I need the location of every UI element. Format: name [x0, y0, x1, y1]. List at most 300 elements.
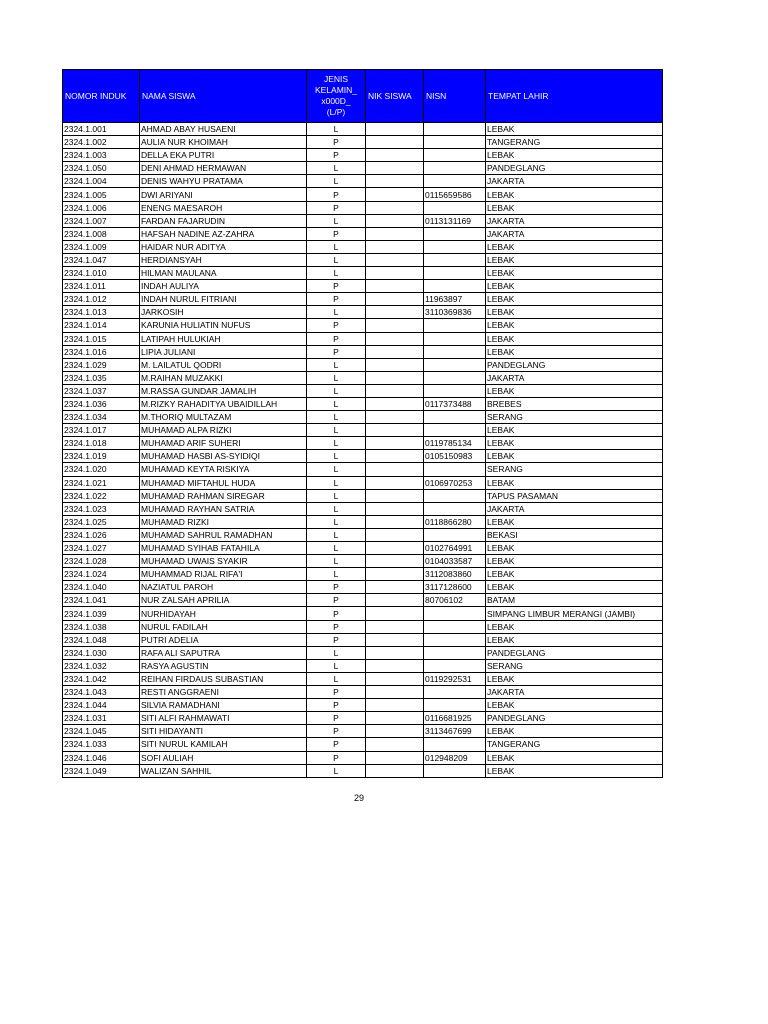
- cell-nama-siswa: INDAH NURUL FITRIANI: [140, 293, 307, 306]
- cell-nama-siswa: SITI NURUL KAMILAH: [140, 738, 307, 751]
- cell-nomor-induk: 2324.1.044: [63, 699, 140, 712]
- table-row: [63, 240, 663, 253]
- cell-nama-siswa: MUHAMAD MIFTAHUL HUDA: [140, 476, 307, 489]
- cell-nisn: [424, 149, 486, 162]
- cell-nomor-induk: 2324.1.048: [63, 633, 140, 646]
- cell-nomor-induk: 2324.1.040: [63, 581, 140, 594]
- cell-jenis-kelamin: P: [307, 751, 366, 764]
- cell-nisn: [424, 764, 486, 777]
- cell-tempat-lahir: LEBAK: [486, 253, 663, 266]
- table-row: [63, 686, 663, 699]
- table-row: [63, 175, 663, 188]
- cell-nisn: [424, 686, 486, 699]
- table-row: [63, 345, 663, 358]
- cell-nik-siswa: [366, 345, 424, 358]
- table-row: [63, 227, 663, 240]
- cell-nomor-induk: 2324.1.010: [63, 267, 140, 280]
- cell-nisn: 0119785134: [424, 437, 486, 450]
- cell-nik-siswa: [366, 306, 424, 319]
- cell-nomor-induk: 2324.1.033: [63, 738, 140, 751]
- cell-nik-siswa: [366, 620, 424, 633]
- cell-nisn: [424, 384, 486, 397]
- cell-nama-siswa: HAIDAR NUR ADITYA: [140, 240, 307, 253]
- cell-nisn: 0118866280: [424, 515, 486, 528]
- cell-nomor-induk: 2324.1.019: [63, 450, 140, 463]
- cell-nisn: [424, 463, 486, 476]
- table-body: [63, 123, 663, 778]
- cell-nama-siswa: SITI HIDAYANTI: [140, 725, 307, 738]
- cell-tempat-lahir: LEBAK: [486, 515, 663, 528]
- cell-nisn: [424, 358, 486, 371]
- cell-nomor-induk: 2324.1.043: [63, 686, 140, 699]
- cell-jenis-kelamin: L: [307, 175, 366, 188]
- cell-nama-siswa: M.THORIQ MULTAZAM: [140, 411, 307, 424]
- cell-nomor-induk: 2324.1.025: [63, 515, 140, 528]
- cell-jenis-kelamin: L: [307, 515, 366, 528]
- cell-nama-siswa: HILMAN MAULANA: [140, 267, 307, 280]
- cell-jenis-kelamin: L: [307, 267, 366, 280]
- cell-nomor-induk: 2324.1.003: [63, 149, 140, 162]
- cell-nisn: [424, 201, 486, 214]
- cell-jenis-kelamin: L: [307, 463, 366, 476]
- table-row: [63, 646, 663, 659]
- cell-nomor-induk: 2324.1.046: [63, 751, 140, 764]
- cell-jenis-kelamin: P: [307, 620, 366, 633]
- cell-nomor-induk: 2324.1.024: [63, 568, 140, 581]
- cell-jenis-kelamin: P: [307, 293, 366, 306]
- table-row: [63, 528, 663, 541]
- cell-jenis-kelamin: L: [307, 306, 366, 319]
- cell-nomor-induk: 2324.1.005: [63, 188, 140, 201]
- cell-nomor-induk: 2324.1.045: [63, 725, 140, 738]
- cell-nomor-induk: 2324.1.009: [63, 240, 140, 253]
- table-row: [63, 358, 663, 371]
- table-row: [63, 476, 663, 489]
- cell-nisn: [424, 424, 486, 437]
- cell-jenis-kelamin: P: [307, 332, 366, 345]
- table-row: [63, 672, 663, 685]
- cell-nisn: 0106970253: [424, 476, 486, 489]
- cell-nik-siswa: [366, 450, 424, 463]
- cell-nomor-induk: 2324.1.026: [63, 528, 140, 541]
- cell-jenis-kelamin: P: [307, 633, 366, 646]
- cell-tempat-lahir: TAPUS PASAMAN: [486, 489, 663, 502]
- cell-nomor-induk: 2324.1.042: [63, 672, 140, 685]
- cell-nisn: [424, 175, 486, 188]
- cell-jenis-kelamin: P: [307, 149, 366, 162]
- cell-nama-siswa: MUHAMAD ARIF SUHERI: [140, 437, 307, 450]
- cell-nomor-induk: 2324.1.011: [63, 280, 140, 293]
- cell-nama-siswa: KARUNIA HULIATIN NUFUS: [140, 319, 307, 332]
- table-row: [63, 332, 663, 345]
- cell-nama-siswa: DWI ARIYANI: [140, 188, 307, 201]
- cell-jenis-kelamin: L: [307, 411, 366, 424]
- header-jenis-kelamin-line-2: KELAMIN_: [314, 85, 358, 95]
- cell-jenis-kelamin: L: [307, 384, 366, 397]
- cell-tempat-lahir: BREBES: [486, 397, 663, 410]
- table-row: [63, 581, 663, 594]
- cell-nama-siswa: INDAH AULIYA: [140, 280, 307, 293]
- cell-nisn: 0104033587: [424, 555, 486, 568]
- cell-jenis-kelamin: L: [307, 489, 366, 502]
- cell-nik-siswa: [366, 319, 424, 332]
- cell-jenis-kelamin: L: [307, 214, 366, 227]
- cell-tempat-lahir: LEBAK: [486, 450, 663, 463]
- cell-tempat-lahir: LEBAK: [486, 306, 663, 319]
- cell-nama-siswa: DENI AHMAD HERMAWAN: [140, 162, 307, 175]
- cell-jenis-kelamin: L: [307, 476, 366, 489]
- header-jenis-kelamin-line-4: (L/P): [326, 107, 346, 117]
- cell-nik-siswa: [366, 672, 424, 685]
- cell-nama-siswa: MUHAMAD RAYHAN SATRIA: [140, 502, 307, 515]
- cell-nama-siswa: MUHAMAD ALPA RIZKI: [140, 424, 307, 437]
- cell-nisn: [424, 227, 486, 240]
- cell-tempat-lahir: SIMPANG LIMBUR MERANGI (JAMBI): [486, 607, 663, 620]
- table-row: [63, 607, 663, 620]
- cell-nisn: 3110369836: [424, 306, 486, 319]
- table-row: [63, 371, 663, 384]
- cell-nomor-induk: 2324.1.020: [63, 463, 140, 476]
- cell-nik-siswa: [366, 751, 424, 764]
- cell-nomor-induk: 2324.1.050: [63, 162, 140, 175]
- table-row: [63, 201, 663, 214]
- cell-nik-siswa: [366, 633, 424, 646]
- cell-nik-siswa: [366, 397, 424, 410]
- cell-tempat-lahir: PANDEGLANG: [486, 712, 663, 725]
- table-row: [63, 319, 663, 332]
- cell-tempat-lahir: LEBAK: [486, 332, 663, 345]
- cell-tempat-lahir: LEBAK: [486, 699, 663, 712]
- cell-jenis-kelamin: L: [307, 253, 366, 266]
- cell-nik-siswa: [366, 686, 424, 699]
- cell-nisn: 0105150983: [424, 450, 486, 463]
- cell-nisn: 0117373488: [424, 397, 486, 410]
- cell-nik-siswa: [366, 240, 424, 253]
- cell-jenis-kelamin: P: [307, 725, 366, 738]
- table-row: [63, 306, 663, 319]
- table-row: [63, 136, 663, 149]
- cell-nomor-induk: 2324.1.007: [63, 214, 140, 227]
- cell-nama-siswa: MUHAMAD HASBI AS-SYIDIQI: [140, 450, 307, 463]
- cell-tempat-lahir: LEBAK: [486, 542, 663, 555]
- cell-jenis-kelamin: P: [307, 712, 366, 725]
- cell-nama-siswa: RASYA AGUSTIN: [140, 659, 307, 672]
- cell-nisn: [424, 699, 486, 712]
- cell-tempat-lahir: TANGERANG: [486, 738, 663, 751]
- cell-nisn: [424, 123, 486, 136]
- cell-nama-siswa: REIHAN FIRDAUS SUBASTIAN: [140, 672, 307, 685]
- cell-nik-siswa: [366, 188, 424, 201]
- cell-tempat-lahir: JAKARTA: [486, 371, 663, 384]
- cell-nomor-induk: 2324.1.012: [63, 293, 140, 306]
- cell-nisn: [424, 659, 486, 672]
- cell-nik-siswa: [366, 332, 424, 345]
- cell-nik-siswa: [366, 738, 424, 751]
- cell-nomor-induk: 2324.1.027: [63, 542, 140, 555]
- cell-nama-siswa: SILVIA RAMADHANI: [140, 699, 307, 712]
- cell-jenis-kelamin: P: [307, 227, 366, 240]
- cell-nomor-induk: 2324.1.014: [63, 319, 140, 332]
- page-number: 29: [353, 793, 364, 803]
- table-row: [63, 594, 663, 607]
- cell-nomor-induk: 2324.1.016: [63, 345, 140, 358]
- table-row: [63, 502, 663, 515]
- header-jenis-kelamin: [307, 70, 366, 123]
- cell-nik-siswa: [366, 175, 424, 188]
- cell-jenis-kelamin: L: [307, 502, 366, 515]
- cell-nisn: [424, 489, 486, 502]
- student-table: [62, 69, 663, 778]
- cell-tempat-lahir: SERANG: [486, 463, 663, 476]
- cell-jenis-kelamin: P: [307, 686, 366, 699]
- cell-nomor-induk: 2324.1.037: [63, 384, 140, 397]
- cell-nisn: [424, 280, 486, 293]
- cell-nomor-induk: 2324.1.039: [63, 607, 140, 620]
- cell-nik-siswa: [366, 358, 424, 371]
- cell-jenis-kelamin: L: [307, 371, 366, 384]
- cell-nik-siswa: [366, 515, 424, 528]
- cell-nik-siswa: [366, 227, 424, 240]
- table-row: [63, 267, 663, 280]
- cell-nama-siswa: AULIA NUR KHOIMAH: [140, 136, 307, 149]
- table-row: [63, 123, 663, 136]
- cell-tempat-lahir: LEBAK: [486, 751, 663, 764]
- table-row: [63, 188, 663, 201]
- table-header-row: [63, 70, 663, 123]
- table-row: [63, 515, 663, 528]
- cell-jenis-kelamin: P: [307, 319, 366, 332]
- cell-nik-siswa: [366, 725, 424, 738]
- header-jenis-kelamin-line-3: x000D_: [321, 96, 351, 106]
- cell-tempat-lahir: JAKARTA: [486, 175, 663, 188]
- cell-nisn: [424, 646, 486, 659]
- cell-nik-siswa: [366, 476, 424, 489]
- cell-jenis-kelamin: L: [307, 397, 366, 410]
- table-row: [63, 411, 663, 424]
- cell-nama-siswa: MUHAMAD UWAIS SYAKIR: [140, 555, 307, 568]
- cell-jenis-kelamin: P: [307, 188, 366, 201]
- cell-nik-siswa: [366, 162, 424, 175]
- cell-nik-siswa: [366, 528, 424, 541]
- cell-nama-siswa: NURUL FADILAH: [140, 620, 307, 633]
- cell-jenis-kelamin: P: [307, 594, 366, 607]
- cell-jenis-kelamin: P: [307, 201, 366, 214]
- table-row: [63, 162, 663, 175]
- table-row: [63, 764, 663, 777]
- cell-nama-siswa: MUHAMAD SAHRUL RAMADHAN: [140, 528, 307, 541]
- cell-nama-siswa: PUTRI ADELIA: [140, 633, 307, 646]
- cell-nik-siswa: [366, 411, 424, 424]
- cell-tempat-lahir: TANGERANG: [486, 136, 663, 149]
- cell-nisn: [424, 253, 486, 266]
- cell-nomor-induk: 2324.1.035: [63, 371, 140, 384]
- cell-nisn: [424, 502, 486, 515]
- cell-nama-siswa: HERDIANSYAH: [140, 253, 307, 266]
- cell-nomor-induk: 2324.1.002: [63, 136, 140, 149]
- cell-nik-siswa: [366, 384, 424, 397]
- cell-tempat-lahir: LEBAK: [486, 384, 663, 397]
- cell-jenis-kelamin: L: [307, 555, 366, 568]
- cell-nomor-induk: 2324.1.029: [63, 358, 140, 371]
- cell-nama-siswa: DENIS WAHYU PRATAMA: [140, 175, 307, 188]
- cell-tempat-lahir: LEBAK: [486, 764, 663, 777]
- cell-nik-siswa: [366, 437, 424, 450]
- cell-tempat-lahir: LEBAK: [486, 319, 663, 332]
- table-row: [63, 450, 663, 463]
- table-row: [63, 568, 663, 581]
- table-row: [63, 437, 663, 450]
- cell-nisn: [424, 411, 486, 424]
- cell-nisn: 3113467699: [424, 725, 486, 738]
- cell-nisn: 0113131169: [424, 214, 486, 227]
- cell-tempat-lahir: LEBAK: [486, 267, 663, 280]
- cell-tempat-lahir: LEBAK: [486, 149, 663, 162]
- cell-nomor-induk: 2324.1.028: [63, 555, 140, 568]
- cell-tempat-lahir: JAKARTA: [486, 227, 663, 240]
- cell-nisn: 0102764991: [424, 542, 486, 555]
- cell-nama-siswa: FARDAN FAJARUDIN: [140, 214, 307, 227]
- cell-jenis-kelamin: L: [307, 672, 366, 685]
- cell-nomor-induk: 2324.1.001: [63, 123, 140, 136]
- cell-jenis-kelamin: P: [307, 607, 366, 620]
- cell-tempat-lahir: LEBAK: [486, 633, 663, 646]
- cell-nisn: [424, 332, 486, 345]
- cell-nik-siswa: [366, 607, 424, 620]
- cell-jenis-kelamin: L: [307, 528, 366, 541]
- cell-nomor-induk: 2324.1.017: [63, 424, 140, 437]
- cell-nama-siswa: M.RIZKY RAHADITYA UBAIDILLAH: [140, 397, 307, 410]
- cell-nisn: [424, 319, 486, 332]
- table-row: [63, 149, 663, 162]
- cell-nik-siswa: [366, 424, 424, 437]
- cell-jenis-kelamin: P: [307, 581, 366, 594]
- cell-tempat-lahir: LEBAK: [486, 620, 663, 633]
- cell-jenis-kelamin: P: [307, 136, 366, 149]
- cell-nama-siswa: HAFSAH NADINE AZ-ZAHRA: [140, 227, 307, 240]
- table-row: [63, 725, 663, 738]
- cell-nama-siswa: M.RAIHAN MUZAKKI: [140, 371, 307, 384]
- table-row: [63, 397, 663, 410]
- cell-nik-siswa: [366, 568, 424, 581]
- cell-nik-siswa: [366, 581, 424, 594]
- cell-nik-siswa: [366, 555, 424, 568]
- table-row: [63, 489, 663, 502]
- cell-jenis-kelamin: P: [307, 280, 366, 293]
- cell-nomor-induk: 2324.1.031: [63, 712, 140, 725]
- cell-tempat-lahir: LEBAK: [486, 123, 663, 136]
- cell-nomor-induk: 2324.1.036: [63, 397, 140, 410]
- cell-nik-siswa: [366, 136, 424, 149]
- cell-nomor-induk: 2324.1.049: [63, 764, 140, 777]
- cell-jenis-kelamin: L: [307, 764, 366, 777]
- header-tempat-lahir: TEMPAT LAHIR: [486, 70, 663, 123]
- table-row: [63, 712, 663, 725]
- cell-nisn: 3112083860: [424, 568, 486, 581]
- cell-jenis-kelamin: L: [307, 450, 366, 463]
- cell-nama-siswa: M.RASSA GUNDAR JAMALIH: [140, 384, 307, 397]
- table-row: [63, 424, 663, 437]
- cell-nisn: [424, 633, 486, 646]
- cell-tempat-lahir: LEBAK: [486, 672, 663, 685]
- cell-nomor-induk: 2324.1.023: [63, 502, 140, 515]
- cell-tempat-lahir: SERANG: [486, 659, 663, 672]
- cell-tempat-lahir: BATAM: [486, 594, 663, 607]
- cell-nama-siswa: MUHAMMAD RIJAL RIFA'I: [140, 568, 307, 581]
- cell-nama-siswa: NURHIDAYAH: [140, 607, 307, 620]
- cell-nomor-induk: 2324.1.004: [63, 175, 140, 188]
- cell-tempat-lahir: LEBAK: [486, 476, 663, 489]
- cell-nomor-induk: 2324.1.013: [63, 306, 140, 319]
- cell-tempat-lahir: JAKARTA: [486, 502, 663, 515]
- header-nik-siswa: NIK SISWA: [366, 70, 424, 123]
- cell-nisn: [424, 607, 486, 620]
- cell-nama-siswa: M. LAILATUL QODRI: [140, 358, 307, 371]
- cell-jenis-kelamin: L: [307, 568, 366, 581]
- cell-jenis-kelamin: P: [307, 699, 366, 712]
- cell-nisn: [424, 345, 486, 358]
- cell-nik-siswa: [366, 594, 424, 607]
- cell-nisn: 0119292531: [424, 672, 486, 685]
- table-row: [63, 293, 663, 306]
- cell-nik-siswa: [366, 149, 424, 162]
- cell-tempat-lahir: LEBAK: [486, 293, 663, 306]
- cell-nama-siswa: MUHAMAD RAHMAN SIREGAR: [140, 489, 307, 502]
- cell-tempat-lahir: JAKARTA: [486, 214, 663, 227]
- cell-tempat-lahir: LEBAK: [486, 201, 663, 214]
- cell-tempat-lahir: SERANG: [486, 411, 663, 424]
- header-jenis-kelamin-line-1: JENIS: [323, 74, 349, 84]
- cell-nik-siswa: [366, 502, 424, 515]
- cell-tempat-lahir: LEBAK: [486, 568, 663, 581]
- cell-tempat-lahir: LEBAK: [486, 555, 663, 568]
- table-row: [63, 253, 663, 266]
- cell-nomor-induk: 2324.1.038: [63, 620, 140, 633]
- header-nomor-induk: NOMOR INDUK: [63, 70, 140, 123]
- cell-nisn: 3117128600: [424, 581, 486, 594]
- cell-nisn: [424, 162, 486, 175]
- cell-nisn: [424, 267, 486, 280]
- table-row: [63, 542, 663, 555]
- cell-nisn: 0115659586: [424, 188, 486, 201]
- cell-nama-siswa: WALIZAN SAHHIL: [140, 764, 307, 777]
- cell-nik-siswa: [366, 463, 424, 476]
- cell-nomor-induk: 2324.1.034: [63, 411, 140, 424]
- cell-tempat-lahir: JAKARTA: [486, 686, 663, 699]
- cell-nomor-induk: 2324.1.006: [63, 201, 140, 214]
- cell-nama-siswa: SITI ALFI RAHMAWATI: [140, 712, 307, 725]
- cell-jenis-kelamin: L: [307, 358, 366, 371]
- cell-nisn: [424, 136, 486, 149]
- table-row: [63, 738, 663, 751]
- cell-nomor-induk: 2324.1.047: [63, 253, 140, 266]
- cell-tempat-lahir: LEBAK: [486, 188, 663, 201]
- cell-jenis-kelamin: L: [307, 424, 366, 437]
- cell-tempat-lahir: PANDEGLANG: [486, 646, 663, 659]
- header-nisn: NISN: [424, 70, 486, 123]
- cell-nisn: [424, 240, 486, 253]
- cell-nomor-induk: 2324.1.008: [63, 227, 140, 240]
- cell-tempat-lahir: BEKASI: [486, 528, 663, 541]
- cell-tempat-lahir: PANDEGLANG: [486, 358, 663, 371]
- cell-nik-siswa: [366, 489, 424, 502]
- cell-nik-siswa: [366, 712, 424, 725]
- cell-tempat-lahir: LEBAK: [486, 240, 663, 253]
- cell-jenis-kelamin: L: [307, 162, 366, 175]
- cell-nik-siswa: [366, 293, 424, 306]
- cell-tempat-lahir: LEBAK: [486, 280, 663, 293]
- table-row: [63, 555, 663, 568]
- cell-nik-siswa: [366, 542, 424, 555]
